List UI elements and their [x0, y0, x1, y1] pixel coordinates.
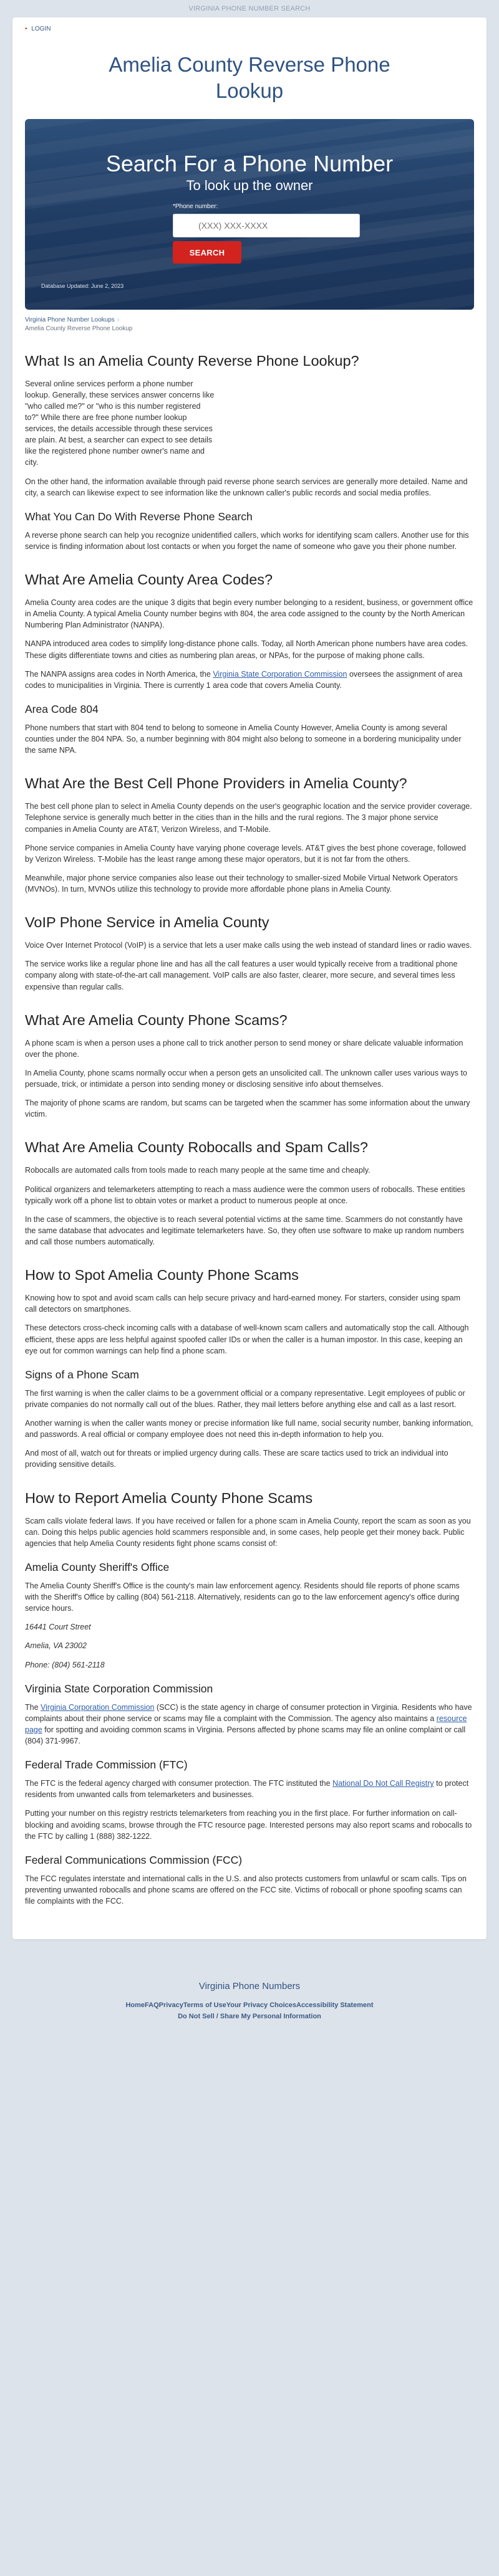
site-link[interactable]: VIRGINIA PHONE NUMBER SEARCH: [188, 5, 311, 12]
text: (SCC) is the state agency in charge of consumer protection in Virginia. Residents who have complaints about their phone service or scams may file a complaint with the Commission. The agency also maintains a: [25, 1702, 472, 1723]
footer-links: [0, 2000, 499, 2022]
section-heading: What Are the Best Cell Phone Providers in Amelia County?: [25, 775, 407, 792]
section-heading: What Are Amelia County Area Codes?: [25, 571, 273, 588]
bullet-icon: •: [25, 26, 27, 32]
paragraph: [25, 1778, 474, 1800]
paragraph: These detectors cross-check incoming calls with a database of well-known scam callers and automatically stop the call. Although efficient, these apps are less helpful against spoofed caller IDs or when the caller is a human impostor. In this case, keeping an eye out for common warnings can help find a phone scam.: [25, 1324, 469, 1355]
database-updated: Database Updated: June 2, 2023: [41, 283, 124, 290]
paragraph: Voice Over Internet Protocol (VoIP) is a service that lets a user make calls using the web instead of standard lines or radio waves.: [25, 941, 472, 950]
login-row: [25, 25, 474, 34]
paragraph: The service works like a regular phone line and has all the call features a user would typically receive from a traditional phone company along with state-of-the-art call management. VoIP calls are also faster, clearer, more secure, and several times less expensive than regular calls.: [25, 960, 458, 991]
chevron-right-icon: ›: [117, 316, 120, 323]
hero-title: Search For a Phone Number: [105, 150, 394, 176]
paragraph: Scam calls violate federal laws. If you have received or fallen for a phone scam in Amelia County, report the scam as soon as you can. Doing this helps public agencies hold scammers responsible and, in some cases, help people get their money back. Public agencies that help Amelia County residents fight phone scams consist of:: [25, 1516, 471, 1548]
footer-link-accessibility[interactable]: Accessibility Statement: [296, 2001, 374, 2009]
paragraph: NANPA introduced area codes to simplify long-distance phone calls. Today, all North American phone numbers have area codes. These digits differentiate towns and cities as numbering plan areas, or NPAs, for the purpose of making phone calls.: [25, 639, 468, 660]
section-heading: What Is an Amelia County Reverse Phone Lookup?: [25, 352, 359, 369]
text: to protect residents from unwanted calls from telemarketers and businesses.: [25, 1779, 469, 1800]
paragraph: A reverse phone search can help you recognize unidentified callers, which works for identifying scam callers. Another use for this service is finding information about lost contacts or when you forget the name of someone who gave you their phone number.: [25, 530, 469, 551]
paragraph: [25, 669, 474, 691]
paragraph: Several online services perform a phone number lookup. Generally, these services answer concerns like "who called me?" or "who is this number registered to?" While there are free phone number lookup services, the details accessible through these services are plain. At best, a searcher can expect to see details like the registered phone number owner's name and city.: [25, 379, 215, 467]
breadcrumb-current: Amelia County Reverse Phone Lookup: [25, 325, 133, 332]
section-heading: VoIP Phone Service in Amelia County: [25, 914, 269, 931]
text: The NANPA assigns area codes in North America, the: [25, 669, 213, 679]
paragraph: On the other hand, the information available through paid reverse phone search services are generally more detailed. Name and city, a search can likewise expect to see information like the unknown caller's public records and social media profiles.: [25, 477, 468, 497]
subsection-heading: Federal Trade Commission (FTC): [25, 1758, 188, 1772]
subsection-heading: Signs of a Phone Scam: [25, 1368, 139, 1381]
section-heading: What Are Amelia County Phone Scams?: [25, 1011, 288, 1028]
address-line: 16441 Court Street: [25, 1623, 91, 1632]
paragraph: Phone service companies in Amelia County have varying phone coverage levels. AT&T gives the best phone coverage, followed by Verizon Wireless. T-Mobile has the least range among these major operators, but it is not far from the others.: [25, 843, 466, 864]
footer-link-privacy-choices[interactable]: Your Privacy Choices: [226, 2001, 296, 2009]
breadcrumb-parent[interactable]: Virginia Phone Number Lookups: [25, 316, 115, 323]
footer-brand: Virginia Phone Numbers: [198, 1981, 301, 1992]
text: The FTC is the federal agency charged with consumer protection. The FTC instituted the: [25, 1779, 333, 1788]
search-form: [173, 203, 360, 264]
top-bar: [0, 0, 499, 17]
paragraph: The best cell phone plan to select in Amelia County depends on the user's geographic location and the service provider coverage. Telephone service is generally much better in the cities than in the hills and the rural regions. The 3 major phone service companies in Amelia County are AT&T, Verizon Wireless, and T-Mobile.: [25, 802, 472, 834]
phone-label: *Phone number:: [173, 203, 218, 210]
paragraph: Knowing how to spot and avoid scam calls can help secure privacy and hard-earned money. For starters, consider using spam call detectors on smartphones.: [25, 1294, 461, 1314]
subsection-heading: Area Code 804: [25, 702, 99, 715]
scc-link[interactable]: Virginia Corporation Commission: [41, 1702, 155, 1712]
footer-link-privacy[interactable]: Privacy: [158, 2001, 183, 2009]
paragraph: In Amelia County, phone scams normally occur when a person gets an unsolicited call. The unknown caller uses various ways to persuade, trick, or intimidate a person into sending money or disclosing sensitive info about themselves.: [25, 1068, 467, 1089]
subsection-heading: Federal Communications Commission (FCC): [25, 1853, 243, 1866]
login-link[interactable]: LOGIN: [31, 26, 51, 32]
subsection-heading: Amelia County Sheriff's Office: [25, 1560, 170, 1573]
footer-link-faq[interactable]: FAQ: [145, 2001, 159, 2009]
main-card: [12, 17, 487, 1939]
paragraph: [25, 1702, 474, 1747]
paragraph: The first warning is when the caller claims to be a government official or a company representative. Legit employees of public or private companies do not normally call out of the blues. Rather, they mail letters before anything else and call as a last resort.: [25, 1388, 465, 1409]
paragraph: Phone numbers that start with 804 tend to belong to someone in Amelia County However, Amelia County is among several counties under the 804 NPA. So, a number beginning with 804 might also belong to someone in a bordering municipality under the same NPA.: [25, 723, 462, 755]
phone-input[interactable]: [173, 214, 360, 237]
search-button[interactable]: SEARCH: [173, 241, 241, 264]
paragraph: Putting your number on this registry restricts telemarketers from reaching you in the first place. For further information on call-blocking and avoiding scams, browse through the FTC resource page. Interested persons may also report scams and robocalls to the FTC by calling 1 (888) 382-1222.: [25, 1809, 472, 1841]
text: for spotting and avoiding common scams in Virginia. Persons affected by phone scams may file an online complaint or call (804) 371-9967.: [25, 1725, 466, 1745]
section-heading: How to Report Amelia County Phone Scams: [25, 1489, 313, 1506]
section-heading: How to Spot Amelia County Phone Scams: [25, 1267, 299, 1284]
subsection-heading: Virginia State Corporation Commission: [25, 1682, 213, 1695]
section-heading: What Are Amelia County Robocalls and Spam Calls?: [25, 1139, 368, 1156]
resource-page-link[interactable]: resource page: [25, 1714, 467, 1734]
paragraph: Political organizers and telemarketers attempting to reach a mass audience were the common users of robocalls. These entities typically work off a phone list to obtain votes or market a product to numerous people at once.: [25, 1185, 465, 1205]
phone-line: Phone: (804) 561-2118: [25, 1660, 105, 1669]
paragraph: The FCC regulates interstate and international calls in the U.S. and also protects customers from unlawful or scam calls. Tips on preventing unwanted robocalls and phone scams are offered on the FCC site. Victims of robocall or phone spoofing scams can file complaints with the FCC.: [25, 1874, 467, 1906]
paragraph: Another warning is when the caller wants money or precise information like full name, social security number, banking information, and passwords. A real official or company employee does not need this in-depth information to help you.: [25, 1419, 473, 1439]
paragraph: Amelia County area codes are the unique 3 digits that begin every number belonging to a resident, business, or government office in Amelia County. A typical Amelia County number begins with 804, the area code assigned to the county by the North American Numbering Plan Administrator (NANPA).: [25, 598, 473, 630]
page-title: Amelia County Reverse Phone Lookup: [109, 52, 390, 102]
footer-link-do-not-sell[interactable]: Do Not Sell / Share My Personal Information: [178, 2012, 321, 2020]
paragraph: Meanwhile, major phone service companies also lease out their technology to smaller-sized Mobile Virtual Network Operators (MVNOs). In turn, MVNOs utilize this technology to provide more affordable phone plans in Amelia County.: [25, 873, 458, 894]
footer: [0, 1939, 499, 2047]
search-hero: [25, 119, 474, 310]
text: The: [25, 1702, 41, 1712]
paragraph: The Amelia County Sheriff's Office is the county's main law enforcement agency. Residents should file reports of phone scams with the Sheriff's Office by calling (804) 561-2118. Alternatively, residents can go to the law enforcement agency's office during service hours.: [25, 1581, 460, 1613]
breadcrumb: [25, 316, 474, 333]
scc-link[interactable]: Virginia State Corporation Commission: [213, 669, 347, 679]
article: [25, 352, 474, 1907]
footer-link-home[interactable]: Home: [125, 2001, 145, 2009]
text: oversees the assignment of area codes to municipalities in Virginia. There is currently 1 area code that covers Amelia County.: [25, 669, 463, 690]
subsection-heading: What You Can Do With Reverse Phone Search: [25, 510, 253, 523]
paragraph: A phone scam is when a person uses a phone call to trick another person to send money or share delicate valuable information over the phone.: [25, 1038, 463, 1059]
hero-subtitle: To look up the owner: [186, 177, 313, 193]
paragraph: The majority of phone scams are random, but scams can be targeted when the scammer has some information about the unwary victim.: [25, 1099, 470, 1119]
paragraph: In the case of scammers, the objective is to reach several potential victims at the same time. Scammers do not constantly have the same database that advocates and legitimate telemarketers have. So, they often use software to make up random numbers and call those numbers automatically.: [25, 1214, 464, 1246]
address-line: Amelia, VA 23002: [25, 1641, 87, 1651]
paragraph: And most of all, watch out for threats or implied urgency during calls. These are scare tactics used to trick an individual into providing sensitive details.: [25, 1449, 448, 1469]
do-not-call-link[interactable]: National Do Not Call Registry: [332, 1779, 434, 1788]
footer-link-terms[interactable]: Terms of Use: [183, 2001, 226, 2009]
paragraph: Robocalls are automated calls from tools made to reach many people at the same time and cheaply.: [25, 1166, 371, 1175]
